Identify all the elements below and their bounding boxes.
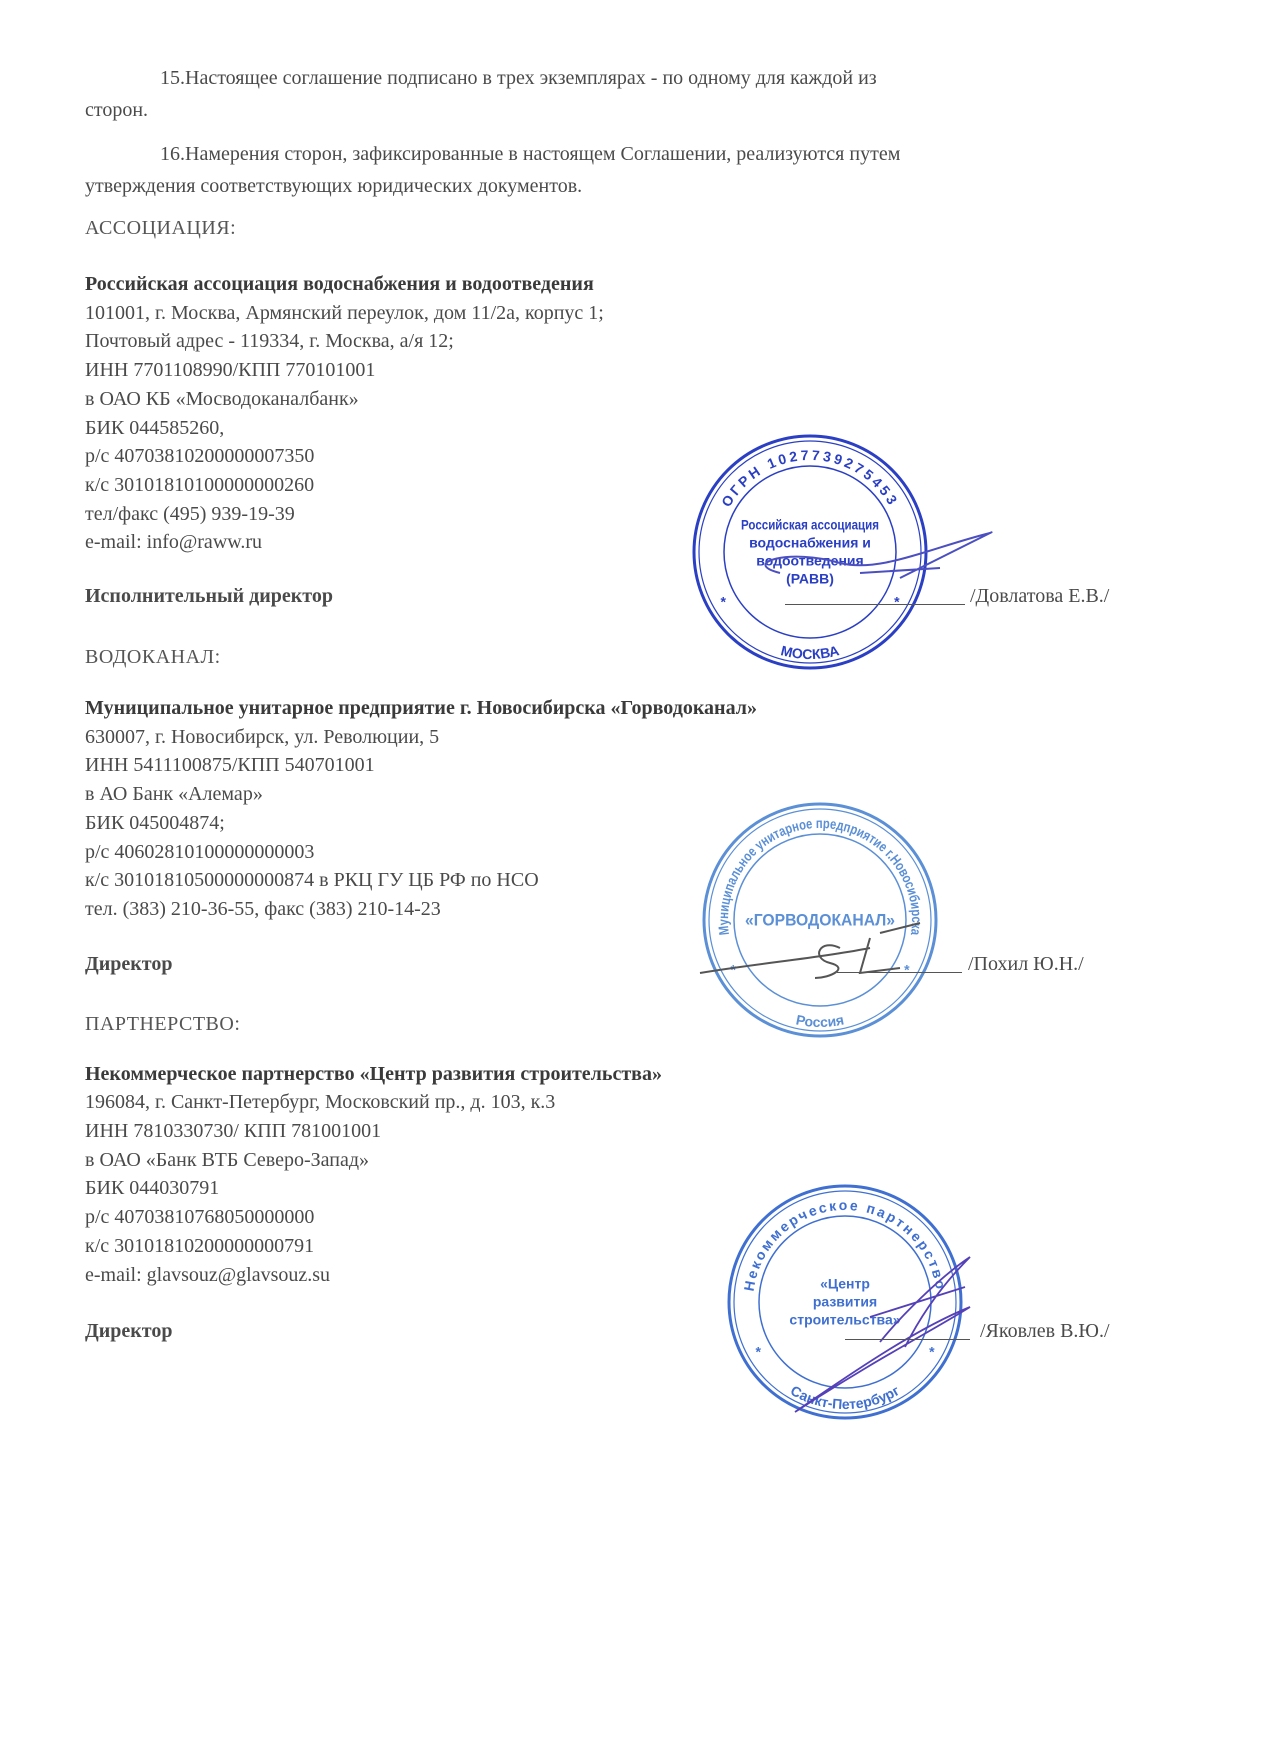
stamp-ring-text: ОГРН 1027739275453 bbox=[717, 446, 903, 510]
paragraph-16 bbox=[85, 138, 1175, 202]
party-details bbox=[85, 1060, 1175, 1293]
detail-line: р/с 40703810768050000000 bbox=[85, 1206, 315, 1229]
star-icon: * bbox=[755, 1343, 761, 1360]
detail-line: Почтовый адрес - 119334, г. Москва, а/я 12; bbox=[85, 330, 454, 353]
signatory-name: /Яковлев В.Ю./ bbox=[980, 1320, 1110, 1343]
position-title: Директор bbox=[85, 952, 173, 975]
detail-line: 101001, г. Москва, Армянский переулок, дом 11/2а, корпус 1; bbox=[85, 301, 604, 324]
stamp-ring-text: Россия bbox=[794, 1011, 846, 1030]
position-title: Исполнительный директор bbox=[85, 585, 333, 608]
signature-line bbox=[845, 1339, 970, 1340]
detail-line: к/с 30101810100000000260 bbox=[85, 473, 315, 496]
stamp-ring-text: Муниципальное унитарное предприятие г.Новосибирска bbox=[714, 814, 926, 938]
stamp-center-text: «ГОРВОДОКАНАЛ» bbox=[745, 910, 895, 930]
detail-line: тел/факс (495) 939-19-39 bbox=[85, 502, 295, 525]
detail-line: ИНН 7701108990/КПП 770101001 bbox=[85, 359, 376, 382]
signatory-name: /Похил Ю.Н./ bbox=[968, 952, 1084, 975]
org-name: Некоммерческое партнерство «Центр развития строительства» bbox=[85, 1062, 662, 1085]
detail-line: в ОАО «Банк ВТБ Северо-Запад» bbox=[85, 1148, 370, 1171]
stamp-ring-text: Санкт-Петербург bbox=[787, 1382, 903, 1413]
stamp-seal bbox=[690, 432, 930, 672]
stamp-center-text: строительства» bbox=[789, 1311, 901, 1328]
stamp-center-text: «Центр bbox=[820, 1275, 870, 1292]
party-heading: АССОЦИАЦИЯ: bbox=[85, 217, 237, 239]
org-name: Муниципальное унитарное предприятие г. Новосибирска «Горводоканал» bbox=[85, 697, 757, 720]
star-icon: * bbox=[730, 961, 736, 978]
party-details bbox=[85, 694, 1175, 924]
paragraph-text: сторон. bbox=[85, 99, 149, 121]
party-details bbox=[85, 270, 1175, 557]
detail-line: e-mail: info@raww.ru bbox=[85, 531, 263, 554]
org-name: Российская ассоциация водоснабжения и водоотведения bbox=[85, 273, 594, 295]
detail-line: ИНН 7810330730/ КПП 781001001 bbox=[85, 1120, 382, 1143]
detail-line: в ОАО КБ «Мосводоканалбанк» bbox=[85, 387, 359, 410]
stamp-center-text: водоотведения bbox=[756, 552, 864, 569]
detail-line: e-mail: glavsouz@glavsouz.su bbox=[85, 1263, 331, 1286]
stamp-seal bbox=[725, 1182, 965, 1422]
detail-line: к/с 30101810500000000874 в РКЦ ГУ ЦБ РФ по НСО bbox=[85, 869, 539, 892]
paragraph-text: 16.Намерения сторон, зафиксированные в настоящем Соглашении, реализуются путем bbox=[160, 143, 901, 165]
document-page bbox=[85, 62, 1175, 1413]
paragraph-15 bbox=[85, 62, 1175, 126]
stamp-center-text: водоснабжения и bbox=[749, 534, 871, 551]
detail-line: тел. (383) 210-36-55, факс (383) 210-14-23 bbox=[85, 897, 441, 920]
signature-line bbox=[785, 604, 965, 605]
detail-line: БИК 044585260, bbox=[85, 416, 225, 439]
detail-line: р/с 40602810100000000003 bbox=[85, 840, 315, 863]
stamp-ring-text: Некоммерческое партнерство bbox=[740, 1197, 950, 1293]
signature-line bbox=[837, 972, 962, 973]
detail-line: ИНН 5411100875/КПП 540701001 bbox=[85, 754, 375, 777]
detail-line: в АО Банк «Алемар» bbox=[85, 783, 263, 806]
detail-line: БИК 044030791 bbox=[85, 1177, 220, 1200]
star-icon: * bbox=[929, 1343, 935, 1360]
stamp-center-text: (РАВВ) bbox=[786, 570, 834, 587]
stamp-center-text: развития bbox=[812, 1293, 878, 1310]
stamp-seal bbox=[700, 800, 940, 1040]
paragraph-text: 15.Настоящее соглашение подписано в трех экземплярах - по одному для каждой из bbox=[160, 67, 877, 89]
detail-line: р/с 40703810200000007350 bbox=[85, 445, 315, 468]
star-icon: * bbox=[720, 593, 726, 610]
signatory-name: /Довлатова Е.В./ bbox=[970, 585, 1110, 608]
paragraph-text: утверждения соответствующих юридических документов. bbox=[85, 175, 583, 197]
detail-line: 196084, г. Санкт-Петербург, Московский пр., д. 103, к.3 bbox=[85, 1091, 556, 1114]
stamp-ring-text: МОСКВА bbox=[779, 642, 841, 663]
star-icon: * bbox=[904, 961, 910, 978]
detail-line: к/с 30101810200000000791 bbox=[85, 1234, 315, 1257]
detail-line: 630007, г. Новосибирск, ул. Революции, 5 bbox=[85, 725, 440, 748]
position-title: Директор bbox=[85, 1320, 173, 1343]
party-heading: ВОДОКАНАЛ: bbox=[85, 646, 221, 669]
detail-line: БИК 045004874; bbox=[85, 811, 225, 834]
stamp-center-text: Российская ассоциация bbox=[741, 516, 879, 533]
star-icon: * bbox=[894, 593, 900, 610]
party-heading: ПАРТНЕРСТВО: bbox=[85, 1012, 241, 1035]
